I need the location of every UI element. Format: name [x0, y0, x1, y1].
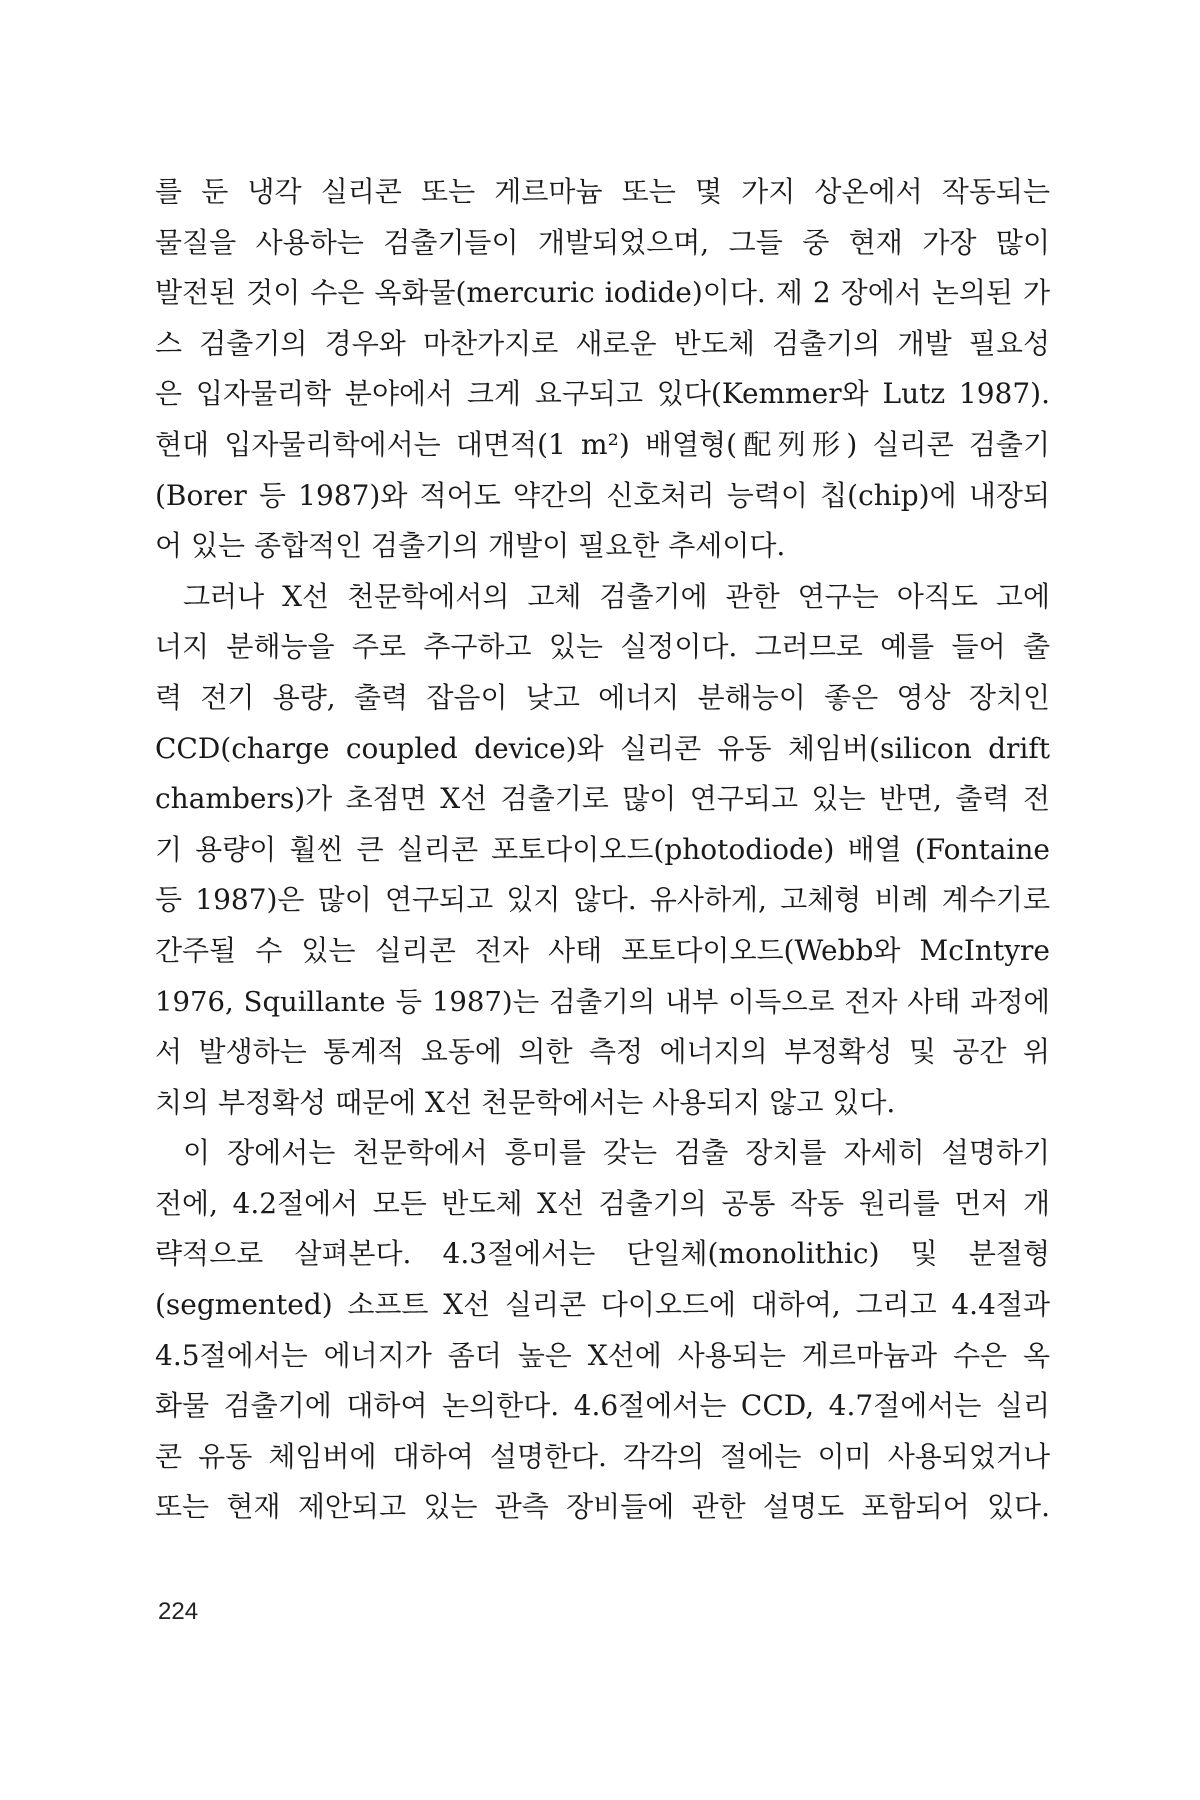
- text-line: 발전된 것이 수은 옥화물(mercuric iodide)이다. 제 2 장에서 논의된 가: [155, 276, 1050, 310]
- text-line: 화물 검출기에 대하여 논의한다. 4.6절에서는 CCD, 4.7절에서는 실리: [155, 1389, 1050, 1423]
- text-line: 등 1987)은 많이 연구되고 있지 않다. 유사하게, 고체형 비례 계수기로: [155, 883, 1050, 917]
- text-line: 서 발생하는 통계적 요동에 의한 측정 에너지의 부정확성 및 공간 위: [155, 1035, 1050, 1069]
- text-line: 력 전기 용량, 출력 잡음이 낮고 에너지 분해능이 좋은 영상 장치인: [155, 680, 1050, 714]
- text-line: 너지 분해능을 주로 추구하고 있는 실정이다. 그러므로 예를 들어 출: [155, 630, 1050, 664]
- text-line: 략적으로 살펴본다. 4.3절에서는 단일체(monolithic) 및 분절형: [155, 1237, 1050, 1271]
- text-line: (segmented) 소프트 X선 실리콘 다이오드에 대하여, 그리고 4.4절과: [155, 1288, 1050, 1322]
- text-line: 은 입자물리학 분야에서 크게 요구되고 있다(Kemmer와 Lutz 1987).: [155, 377, 1050, 411]
- body-text: [155, 167, 1050, 1533]
- text-line: 간주될 수 있는 실리콘 전자 사태 포토다이오드(Webb와 McIntyre: [155, 933, 1050, 967]
- text-line: 어 있는 종합적인 검출기의 개발이 필요한 추세이다.: [155, 529, 786, 563]
- text-line: 또는 현재 제안되고 있는 관측 장비들에 관한 설명도 포함되어 있다.: [155, 1490, 1050, 1524]
- text-line: 4.5절에서는 에너지가 좀더 높은 X선에 사용되는 게르마늄과 수은 옥: [155, 1338, 1050, 1372]
- text-line: (Borer 등 1987)와 적어도 약간의 신호처리 능력이 칩(chip)에 내장되: [155, 478, 1050, 512]
- paragraph-first-line: 이 장에서는 천문학에서 흥미를 갖는 검출 장치를 자세히 설명하기: [183, 1136, 1050, 1170]
- text-line: 콘 유동 체임버에 대하여 설명한다. 각각의 절에는 이미 사용되었거나: [155, 1439, 1050, 1473]
- text-line: 기 용량이 훨씬 큰 실리콘 포토다이오드(photodiode) 배열 (Fontaine: [155, 832, 1050, 866]
- page-number: 224: [158, 1598, 199, 1625]
- text-line: 물질을 사용하는 검출기들이 개발되었으며, 그들 중 현재 가장 많이: [155, 225, 1050, 259]
- text-line: 1976, Squillante 등 1987)는 검출기의 내부 이득으로 전자 사태 과정에: [155, 985, 1050, 1018]
- text-line: 스 검출기의 경우와 마찬가지로 새로운 반도체 검출기의 개발 필요성: [155, 326, 1050, 360]
- text-line: CCD(charge coupled device)와 실리콘 유동 체임버(silicon drift: [155, 731, 1050, 765]
- text-line: 를 둔 냉각 실리콘 또는 게르마늄 또는 몇 가지 상온에서 작동되는: [155, 175, 1050, 208]
- paragraph-first-line: 그러나 X선 천문학에서의 고체 검출기에 관한 연구는 아직도 고에: [183, 579, 1050, 613]
- text-line: 전에, 4.2절에서 모든 반도체 X선 검출기의 공통 작동 원리를 먼저 개: [155, 1186, 1050, 1220]
- text-line: 치의 부정확성 때문에 X선 천문학에서는 사용되지 않고 있다.: [155, 1085, 896, 1119]
- text-line: chambers)가 초점면 X선 검출기로 많이 연구되고 있는 반면, 출력 전: [155, 782, 1050, 816]
- text-line: 현대 입자물리학에서는 대면적(1 m²) 배열형(配列形) 실리콘 검출기: [155, 427, 1050, 461]
